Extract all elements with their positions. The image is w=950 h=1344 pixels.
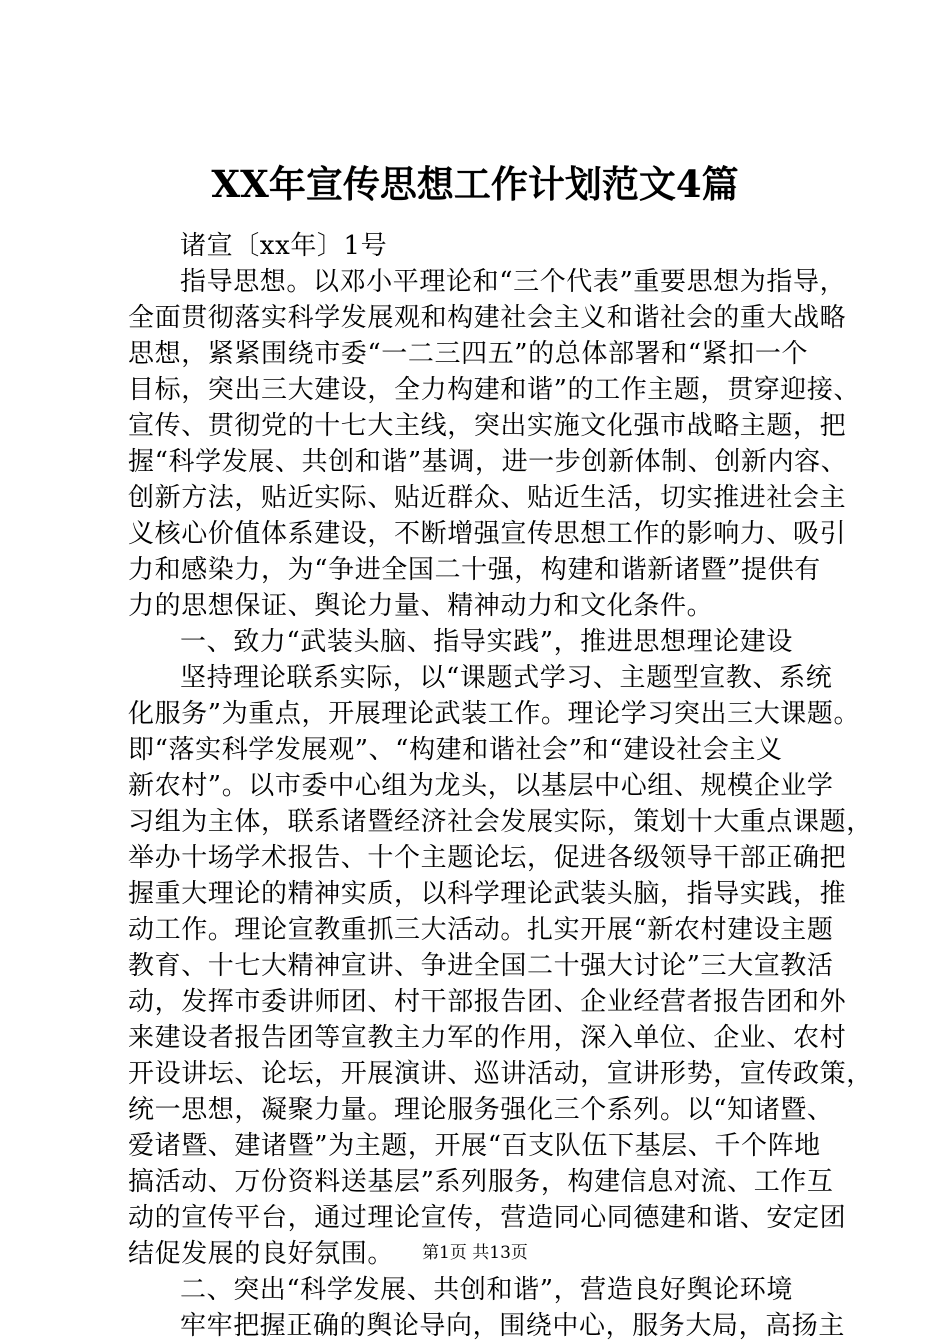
body-line: 创新方法，贴近实际、贴近群众、贴近生活，切实推进社会主 (128, 483, 847, 513)
body-line: 指导思想。以邓小平理论和“三个代表”重要思想为指导， (180, 267, 847, 297)
body-line: 目标，突出三大建设，全力构建和谐”的工作主题，贯穿迎接、 (128, 375, 861, 405)
body-line: 全面贯彻落实科学发展观和构建社会主义和谐社会的重大战略 (128, 303, 847, 333)
body-line: 义核心价值体系建设，不断增强宣传思想工作的影响力、吸引 (128, 519, 847, 549)
body-line: 举办十场学术报告、十个主题论坛，促进各级领导干部正确把 (128, 843, 847, 873)
body-line: 动工作。理论宣教重抓三大活动。扎实开展“新农村建设主题 (128, 915, 834, 945)
body-line: 动，发挥市委讲师团、村干部报告团、企业经营者报告团和外 (128, 987, 847, 1017)
body-line: 握重大理论的精神实质，以科学理论武装头脑，指导实践，推 (128, 879, 847, 909)
document-title: XX年宣传思想工作计划范文4篇 (211, 162, 739, 206)
body-line: 动的宣传平台，通过理论宣传，营造同心同德建和谐、安定团 (128, 1203, 847, 1233)
body-line: 习组为主体，联系诸暨经济社会发展实际，策划十大重点课题， (128, 807, 873, 837)
body-line: 即“落实科学发展观”、“构建和谐社会”和“建设社会主义 (128, 735, 783, 765)
body-line: 结促发展的良好氛围。 (128, 1239, 395, 1269)
body-line: 教育、十七大精神宣讲、争进全国二十强大讨论”三大宣教活 (128, 951, 834, 981)
body-line: 力和感染力，为“争进全国二十强，构建和谐新诸暨”提供有 (128, 555, 821, 585)
body-line: 开设讲坛、论坛，开展演讲、巡讲活动，宣讲形势，宣传政策， (128, 1059, 873, 1089)
document-body (128, 228, 873, 1344)
body-line: 来建设者报告团等宣教主力军的作用，深入单位、企业、农村 (128, 1023, 847, 1053)
page-footer: 第1页 共13页 (422, 1243, 528, 1263)
body-line: 搞活动、万份资料送基层”系列服务，构建信息对流、工作互 (128, 1167, 834, 1197)
body-line: 坚持理论联系实际，以“课题式学习、主题型宣教、系统 (180, 663, 833, 693)
body-line: 化服务”为重点，开展理论武装工作。理论学习突出三大课题。 (128, 699, 861, 729)
body-line: 诸宣〔xx年〕1号 (180, 231, 388, 261)
body-line: 统一思想，凝聚力量。理论服务强化三个系列。以“知诸暨、 (128, 1095, 834, 1125)
body-line: 二、突出“科学发展、共创和谐”，营造良好舆论环境 (180, 1275, 793, 1305)
body-line: 力的思想保证、舆论力量、精神动力和文化条件。 (128, 591, 714, 621)
body-line: 新农村”。以市委中心组为龙头，以基层中心组、规模企业学 (128, 771, 834, 801)
body-line: 握“科学发展、共创和谐”基调，进一步创新体制、创新内容、 (128, 447, 848, 477)
body-line: 牢牢把握正确的舆论导向，围绕中心，服务大局，高扬主 (180, 1311, 846, 1341)
body-line: 思想，紧紧围绕市委“一二三四五”的总体部署和“紧扣一个 (128, 339, 809, 369)
body-line: 宣传、贯彻党的十七大主线，突出实施文化强市战略主题，把 (128, 411, 847, 441)
body-line: 一、致力“武装头脑、指导实践”，推进思想理论建设 (180, 627, 793, 657)
body-line: 爱诸暨、建诸暨”为主题，开展“百支队伍下基层、千个阵地 (128, 1131, 821, 1161)
